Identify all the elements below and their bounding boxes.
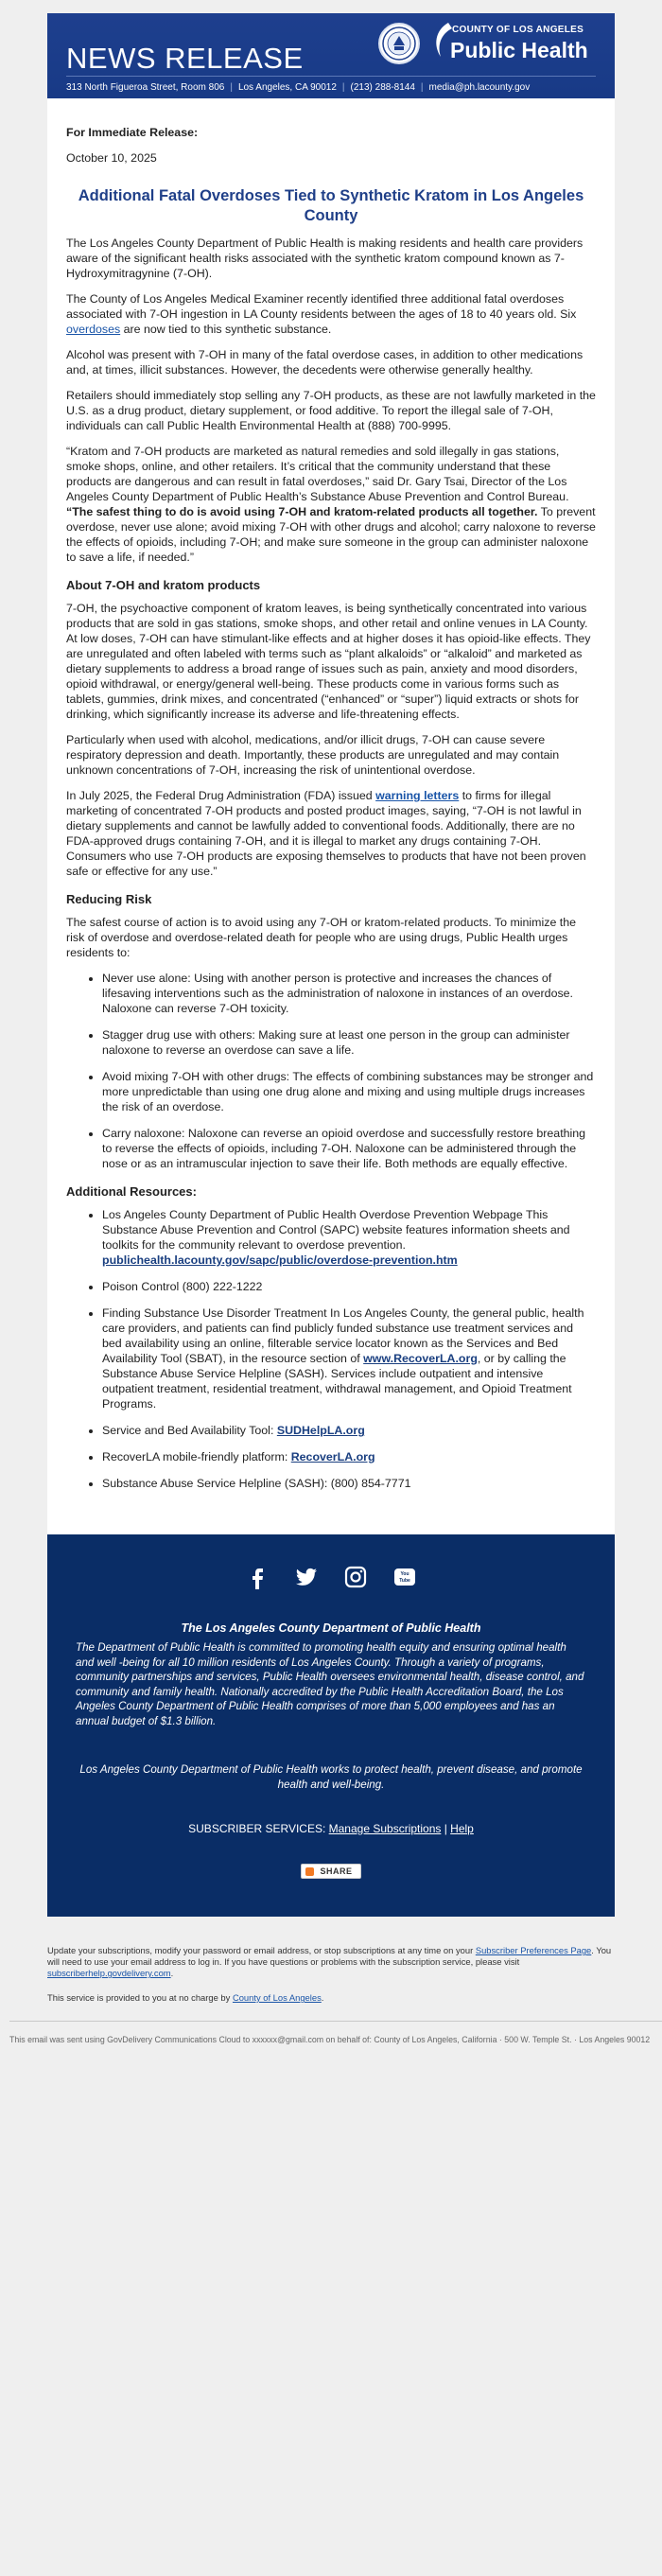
separator: | xyxy=(444,1822,451,1835)
logo-county-text: COUNTY OF LOS ANGELES xyxy=(452,25,584,35)
resource-recoverla: • RecoverLA mobile-friendly platform: RecoverLA.org xyxy=(102,1449,596,1464)
svg-text:Tube: Tube xyxy=(399,1578,410,1584)
footer-dept-title: The Los Angeles County Department of Public Health xyxy=(181,1621,481,1635)
paragraph-4: Retailers should immediately stop selling any 7-OH products, as these are not lawfully marketed in the U.S. as a drug product, dietary supplement, or food additive. To report the illegal sale of 7-OH, individuals can call Public Health Environmental Health at (888) 700-9995. xyxy=(66,389,596,432)
list-item: • Carry naloxone: Naloxone can reverse an opioid overdose and successfully restore breathing to reverse the effects of opioids, including 7-OH. Naloxone can be administered through the nose or as an intramuscular injection to save their life. Both methods are equally effective. xyxy=(102,1126,596,1171)
paragraph-3: Alcohol was present with 7-OH in many of the fatal overdose cases, in addition to other medications and, at times, illicit substances. However, the decedents were otherwise generally healthy. xyxy=(66,348,584,377)
bottom-divider xyxy=(9,2021,662,2022)
email-wrapper xyxy=(47,0,615,2004)
release-label: For Immediate Release: xyxy=(66,126,199,139)
county-of-la-link[interactable]: County of Los Angeles xyxy=(232,1992,322,2004)
update-subscriptions-text: Update your subscriptions, modify your password or email address, or stop subscriptions at any time on your Subscriber Preferences Page. You will need to use your email address to log in. If you have questions or problems with the subscription service, please visit subscriberhelp.govdelivery.com. xyxy=(47,1945,612,1979)
list-item: • Avoid mixing 7-OH with other drugs: The effects of combining substances may be stronger and more unpredictable than using one drug alone and mixing and using multiple drugs increases the risk of an overdose. xyxy=(102,1069,596,1114)
resource-overdose-webpage: • Los Angeles County Department of Public Health Overdose Prevention Webpage This Substance Abuse Prevention and Control (SAPC) website features information sheets and toolkits for the community relevant to overdose prevention. publichealth.lacounty.gov/sapc/public/overdose-prevention.htm xyxy=(102,1207,596,1268)
subscriber-services-label: SUBSCRIBER SERVICES: xyxy=(188,1822,326,1835)
header-divider xyxy=(66,76,596,77)
footer-dept-description: The Department of Public Health is committed to promoting health equity and ensuring optimal health and well -being for all 10 million residents of Los Angeles County. Through a variety of programs, community partnerships and services, Public Health oversees environmental health, disease control, and community and family health. Nationally accredited by the Public Health Accreditation Board, the Los Angeles County Department of Public Health comprises of more than 5,000 employees and has an annual budget of $1.3 billion. xyxy=(76,1641,584,1727)
news-body xyxy=(47,98,615,1512)
footer xyxy=(47,1534,615,1917)
paragraph-2: The County of Los Angeles Medical Examiner recently identified three additional fatal overdoses associated with 7-OH ingestion in LA County residents between the ages of 18 to 40 years old. Six overdoses are now tied to this synthetic substance. xyxy=(66,292,577,336)
list-item: • Stagger drug use with others: Making sure at least one person in the group can administer naloxone to reverse an overdose can save a life. xyxy=(102,1027,596,1058)
county-seal-icon xyxy=(378,23,420,64)
paragraph-fda: In July 2025, the Federal Drug Administration (FDA) issued warning letters to firms for illegal marketing of concentrated 7-OH products and posted product images, saying, “7-OH is not lawful in dietary supplements and cannot be lawfully added to conventional foods. Additionally, there are no FDA-approved drugs containing 7-OH, and it is illegal to market any drugs containing 7-OH. Consumers who use 7-OH products are exposing themselves to products that have not been proven safe or effective for any use.” xyxy=(66,789,586,878)
public-health-logo xyxy=(429,19,600,68)
bottom-legal xyxy=(47,1945,615,2004)
paragraph-1: The Los Angeles County Department of Public Health is making residents and health care providers aware of the significant health risks associated with the synthetic kratom compound known as 7-Hydroxymitragynine (7-OH). xyxy=(66,237,584,280)
subscriber-services xyxy=(76,1822,586,1835)
facebook-icon[interactable] xyxy=(245,1565,270,1589)
recoverla-link[interactable]: RecoverLA.org xyxy=(290,1450,375,1463)
list-item: • Never use alone: Using with another person is protective and increases the chances of lifesaving interventions such as the administration of naloxone in instances of an overdose. Naloxone can reverse 7-OH toxicity. xyxy=(102,971,596,1016)
news-card xyxy=(47,13,615,1917)
tips-list xyxy=(66,971,596,1171)
resource-sash: • Substance Abuse Service Helpline (SASH): (800) 854-7771 xyxy=(102,1476,596,1491)
quote-bold: “The safest thing to do is avoid using 7-OH and kratom-related products all together. xyxy=(66,505,538,518)
about-heading: About 7-OH and kratom products xyxy=(66,578,261,592)
paragraph-risk: The safest course of action is to avoid using any 7-OH or kratom-related products. To minimize the risk of overdose and overdose-related death for people who are using drugs, Public Health urges residents to: xyxy=(66,916,577,959)
release-date: October 10, 2025 xyxy=(66,151,157,165)
media-email[interactable]: media@ph.lacounty.gov xyxy=(428,82,531,93)
logo-public-health-text: Public Health xyxy=(450,38,588,62)
help-link[interactable]: Help xyxy=(450,1822,474,1835)
manage-subscriptions-link[interactable]: Manage Subscriptions xyxy=(328,1822,442,1835)
youtube-icon[interactable] xyxy=(392,1565,417,1589)
twitter-icon[interactable] xyxy=(294,1565,319,1589)
resources-heading: Additional Resources: xyxy=(66,1184,197,1199)
footer-mission: Los Angeles County Department of Public Health works to protect health, prevent disease, and promote health and well-being. xyxy=(79,1763,583,1791)
city-address: Los Angeles, CA 90012 xyxy=(237,82,337,93)
recoverla-www-link[interactable]: www.RecoverLA.org xyxy=(363,1352,478,1365)
share-icon xyxy=(305,1867,314,1876)
reducing-risk-heading: Reducing Risk xyxy=(66,892,152,906)
header-contact-line: 313 North Figueroa Street, Room 806 | Los Angeles, CA 90012 | (213) 288-8144 | media@ph.lacounty.gov xyxy=(66,82,531,93)
subscriber-help-link[interactable]: subscriberhelp.govdelivery.com xyxy=(47,1968,171,1979)
resource-poison-control: • Poison Control (800) 222-1222 xyxy=(102,1279,596,1294)
instagram-icon[interactable] xyxy=(343,1565,368,1589)
resource-sbat: • Service and Bed Availability Tool: SUDHelpLA.org xyxy=(102,1423,596,1438)
overdose-prevention-link[interactable]: publichealth.lacounty.gov/sapc/public/overdose-prevention.htm xyxy=(102,1253,458,1267)
subscriber-preferences-link[interactable]: Subscriber Preferences Page xyxy=(475,1945,592,1956)
service-provided-text: This service is provided to you at no charge by County of Los Angeles. xyxy=(47,1992,324,2004)
overdoses-link[interactable]: overdoses xyxy=(66,323,121,336)
news-header xyxy=(47,13,615,98)
headline: Additional Fatal Overdoses Tied to Synthetic Kratom in Los Angeles County xyxy=(78,187,584,224)
resource-finding-treatment: • Finding Substance Use Disorder Treatment In Los Angeles County, the general public, health care providers, and patients can find publicly funded substance use treatment services and bed availability using an online, filterable service locator known as the Services and Bed Availability Tool (SBAT), in the resource section of www.RecoverLA.org, or by calling the Substance Abuse Service Helpline (SASH). Services include outpatient and intensive outpatient treatment, residential treatment, withdrawal management, and Opioid Treatment Programs. xyxy=(102,1306,596,1411)
sent-notice: This email was sent using GovDelivery Communications Cloud to xxxxxx@gmail.com on behalf of: County of Los Angeles, California · 500 W. Temple St. · Los Angeles 90012 xyxy=(0,2021,662,2046)
quote-paragraph: “Kratom and 7-OH products are marketed as natural remedies and sold illegally in gas stations, smoke shops, online, and other retailers. It’s critical that the community understand that these products are dangerous and can result in fatal overdoses,” said Dr. Gary Tsai, Director of the Los Angeles County Department of Public Health’s Substance Abuse Prevention and Control Bureau. “The safest thing to do is avoid using 7-OH and kratom-related products all together. To prevent overdose, never use alone; avoid mixing 7-OH with other drugs and alcohol; carry naloxone to reverse the effects of opioids, including 7-OH; and make sure someone in the group can administer naloxone to save a life, if needed.” xyxy=(66,445,596,564)
paragraph-about-1: 7-OH, the psychoactive component of kratom leaves, is being synthetically concentrated into various products that are sold in gas stations, smoke shops, and other retail and online venues in LA County. At low doses, 7-OH can have stimulant-like effects and at higher doses it has opioid-like effects. They are unregulated and often labeled with terms such as “plant alkaloids” or “alkaloid” and marketed as dietary supplements to address a broad range of issues such as pain, anxiety and mood disorders, opioid withdrawal, or energy/general well-being. These products come in various forms such as tablets, gummies, drink mixes, and concentrated (“enhanced” or “super”) liquid extracts or shots for drinking, which significantly increase its adverse and life-threatening effects. xyxy=(66,602,591,721)
social-icons xyxy=(76,1565,586,1589)
resources-list xyxy=(66,1207,596,1491)
warning-letters-link[interactable]: warning letters xyxy=(375,789,460,802)
sudhelpla-link[interactable]: SUDHelpLA.org xyxy=(276,1424,365,1437)
street-address: 313 North Figueroa Street, Room 806 xyxy=(66,82,225,93)
share-button[interactable]: SHARE xyxy=(301,1864,360,1879)
news-release-title: NEWS RELEASE xyxy=(66,42,304,75)
media-phone: (213) 288-8144 xyxy=(350,82,415,93)
paragraph-about-2: Particularly when used with alcohol, medications, and/or illicit drugs, 7-OH can cause severe respiratory depression and death. Importantly, these products are unregulated and may contain unknown concentrations of 7-OH, increasing the risk of unintentional overdose. xyxy=(66,733,560,777)
svg-text:You: You xyxy=(400,1571,409,1577)
